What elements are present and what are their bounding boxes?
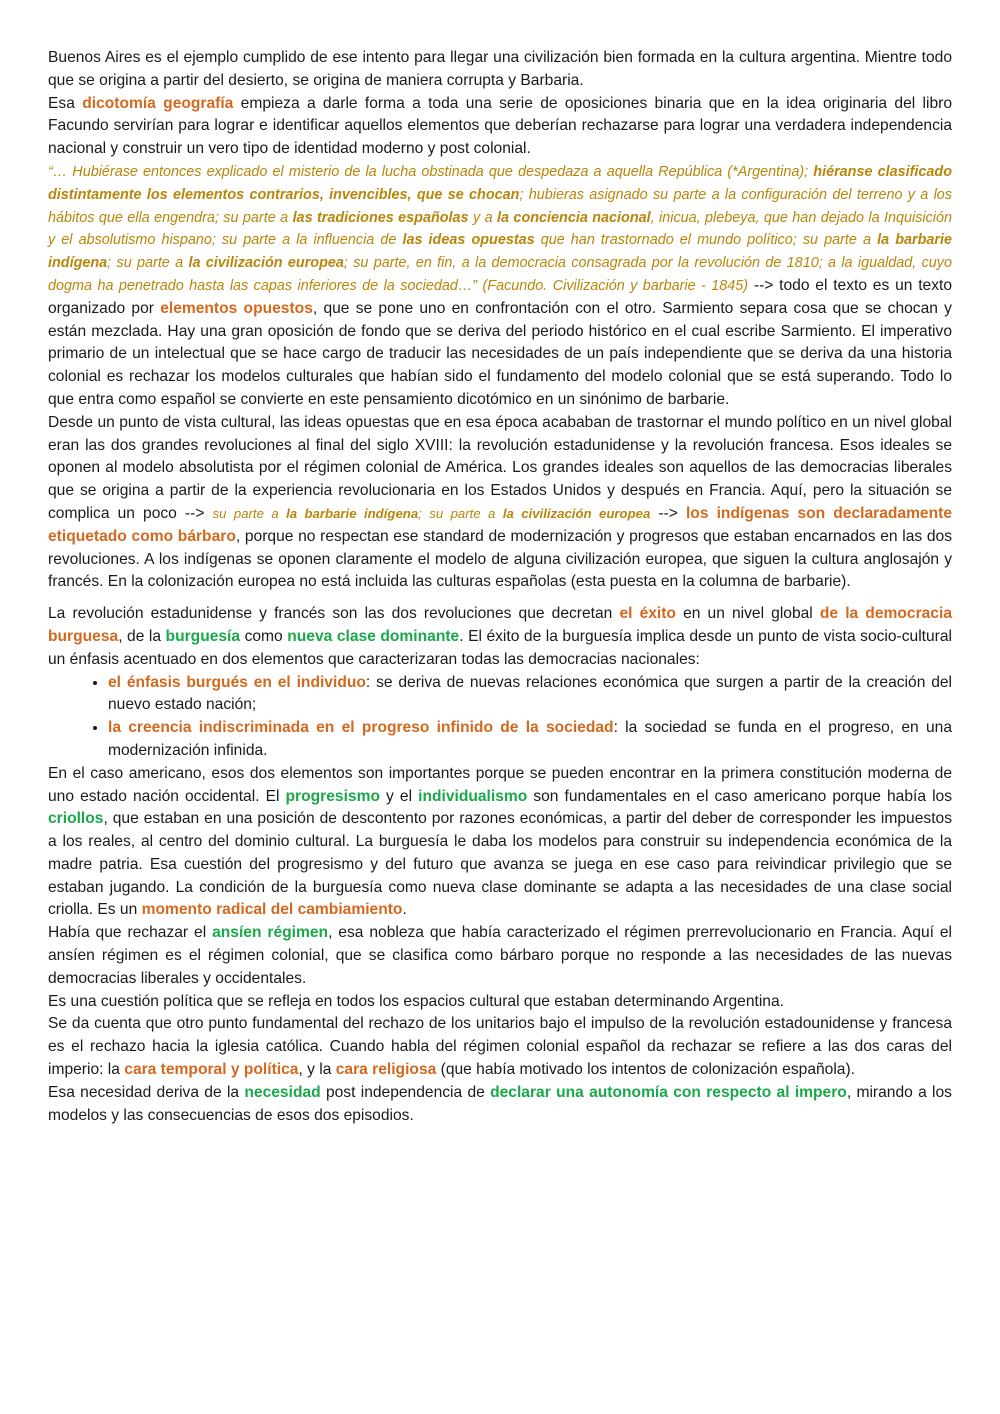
highlight-ansien-regimen: ansíen régimen bbox=[212, 924, 329, 942]
highlight-exito: el éxito bbox=[619, 605, 676, 623]
facundo-quote: “… Hubiérase entonces explicado el misterio de la lucha obstinada que despedaza a aquella República (*Argentina); hiéranse clasificado distintamente los elementos contrarios, invencibles, que se chocan; hubieras asignado su parte a la configuración del terreno y a los hábitos que ella engendra; su parte a las tradiciones españolas y a la conciencia nacional, inicua, plebeya, que han dejado la Inquisición y el absolutismo hispano; su parte a la influencia de las ideas opuestas que han trastornado el mundo político; su parte a la barbarie indígena; su parte a la civilización europea; su parte, en fin, a la democracia consagrada por la revolución de 1810; a la igualdad, cuyo dogma ha penetrado hasta las capas inferiores de la sociedad…” (Facundo. Civilización y barbarie - 1845) bbox=[48, 163, 953, 294]
paragraph-caso-americano: En el caso americano, esos dos elementos son importantes porque se pueden encontrar en la primera constitución moderna de uno estado nación occidental. El progresismo y el individualismo son fundamentales en el caso americano porque había los criollos, que estaban en una posición de descontento por razones económicas, a partir del deber de corresponder les impuestos a los reales, al centro del dominio cultural. La burguesía le daba los modelos para construir su independencia económica de la madre patria. Esa cuestión del progresismo y del futuro que avanza se juega en ese caso para reivindicar privilegio que se estaban jugando. La condición de la burguesía como nueva clase dominante se adapta a las necesidades de una clase social criolla. Es un momento radical del cambiamiento. bbox=[48, 764, 953, 919]
highlight-criollos: criollos bbox=[48, 810, 104, 828]
paragraph-democracia-burguesa: La revolución estadunidense y francés son las dos revoluciones que decretan el éxito en un nivel global de la democracia burguesa, de la burguesía como nueva clase dominante. El éxito de la burguesía implica desde un punto de vista socio-cultural un énfasis acentuado en dos elementos que caracterizaran todas las democracias nacionales: bbox=[48, 605, 953, 668]
highlight-elementos-opuestos: elementos opuestos bbox=[160, 299, 313, 317]
paragraph-ansien-regimen: Había que rechazar el ansíen régimen, esa nobleza que había caracterizado el régimen prerrevolucionario en Francia. Aquí el ansíen régimen es el régimen colonial, que se clasifica como bárbaro porque no responde a las necesidades de las nuevas democracias liberales y occidentales. bbox=[48, 924, 953, 987]
document-page bbox=[48, 47, 952, 1127]
highlight-necesidad: necesidad bbox=[244, 1083, 321, 1101]
paragraph-dicotomia: Esa dicotomía geografía empieza a darle forma a toda una serie de oposiciones binaria que en la idea originaria del libro Facundo servirían para lograr e identificar aquellos elementos que deberían rechazarse para lograr una verdadera independencia nacional y construir un vero tipo de identidad moderno y post colonial. bbox=[48, 94, 953, 158]
paragraph-buenos-aires: Buenos Aires es el ejemplo cumplido de ese intento para llegar una civilización bien formada en la cultura argentina. Mientre todo que se origina a partir del desierto, se origina de maniera corrupta y Barbaria. bbox=[48, 49, 952, 89]
paragraph-autonomia: Esa necesidad deriva de la necesidad post independencia de declarar una autonomía con respecto al impero, mirando a los modelos y las consecuencias de esos dos episodios. bbox=[48, 1083, 952, 1124]
highlight-progresismo: progresismo bbox=[285, 787, 380, 805]
paragraph-facundo-quote: “… Hubiérase entonces explicado el misterio de la lucha obstinada que despedaza a aquella República (*Argentina); hiéranse clasificado distintamente los elementos contrarios, invencibles, que se chocan; hubieras asignado su parte a la configuración del terreno y a los hábitos que ella engendra; su parte a las tradiciones españolas y a la conciencia nacional, inicua, plebeya, que han dejado la Inquisición y el absolutismo hispano; su parte a la influencia de las ideas opuestas que han trastornado el mundo político; su parte a la barbarie indígena; su parte a la civilización europea; su parte, en fin, a la democracia consagrada por la revolución de 1810; a la igualdad, cuyo dogma ha penetrado hasta las capas inferiores de la sociedad…” (Facundo. Civilización y barbarie - 1845) --> todo el texto es un texto organizado por elementos opuestos, que se pone uno en confrontación con el otro. Sarmiento separa cosa que se chocan y están mezclada. Hay una gran oposición de fondo que se deriva del periodo histórico en el cual escribe Sarmiento. El imperativo primario de un intelectual que se hace cargo de traducir las necesidades de un país independiente que se deriva da una historia colonial es rechazar los modelos culturales que habían sido el fundamento del modelo colonial que se está superando. Todo lo que entra como español se convierte en este pensamiento dicotómico en un sinónimo de barbarie. bbox=[48, 163, 953, 408]
highlight-indigenas: los indígenas son declaradamente etiquetado como bárbaro bbox=[48, 504, 952, 545]
highlight-autonomia: declarar una autonomía con respecto al impero bbox=[490, 1083, 847, 1101]
paragraph-revoluciones: Desde un punto de vista cultural, las ideas opuestas que en esa época acababan de trastornar el mundo político en un nivel global eran las dos grandes revoluciones al final del siglo XVIII: la revolución estadunidense y la revolución francesa. Esos ideales se oponen al modelo absolutista por el régimen colonial de América. Los grandes ideales son aquellos de las democracias liberales que se origina a partir de la experiencia revolucionaria en los Estados Unidos y después en Francia. Aquí, pero la situación se complica un poco --> su parte a la barbarie indígena; su parte a la civilización europea --> los indígenas son declaradamente etiquetado como bárbaro, porque no respectan ese standard de modernización y progresos que estaban encarnados en las dos revoluciones. A los indígenas se oponen claramente el modelo de alguna civilización europea, que siguen la cultura anglosajón y francés. En la colonización europea no está incluida las culturas españolas (esta puesta en la columna de barbarie). bbox=[48, 413, 952, 591]
list-item: • la creencia indiscriminada en el progreso infinido de la sociedad: la sociedad se funda en el progreso, en una modernización infinida. bbox=[108, 717, 952, 763]
highlight-momento-radical: momento radical del cambiamiento bbox=[141, 901, 403, 919]
highlight-cara-religiosa: cara religiosa bbox=[335, 1061, 437, 1079]
highlight-democracia-burguesa: de la democracia burguesa bbox=[48, 605, 952, 645]
highlight-individualismo: individualismo bbox=[418, 787, 528, 805]
inline-quote: su parte a la barbarie indígena; su parte a la civilización europea bbox=[212, 505, 651, 521]
paragraph-cuestion-politica: Es una cuestión política que se refleja en todos los espacios cultural que estaban determinando Argentina. bbox=[48, 992, 784, 1010]
paragraph-iglesia: Se da cuenta que otro punto fundamental del rechazo de los unitarios bajo el impulso de la revolución estadounidense y francesa es el rechazo hacia la iglesia católica. Cuando habla del régimen colonial español da rechazar se refiere a las dos caras del imperio: la cara temporal y política, y la cara religiosa (que había motivado los intentos de colonización española). bbox=[48, 1015, 952, 1079]
highlight-dicotomia: dicotomía geografía bbox=[82, 94, 234, 112]
highlight-burguesia: burguesía bbox=[165, 627, 241, 645]
highlight-clase-dominante: nueva clase dominante bbox=[287, 627, 460, 645]
list-item: • el énfasis burgués en el individuo: se deriva de nuevas relaciones económica que surgen a partir de la creación del nuevo estado nación; bbox=[108, 672, 952, 718]
bullet-list bbox=[48, 672, 952, 763]
highlight-cara-temporal: cara temporal y política bbox=[124, 1061, 299, 1079]
